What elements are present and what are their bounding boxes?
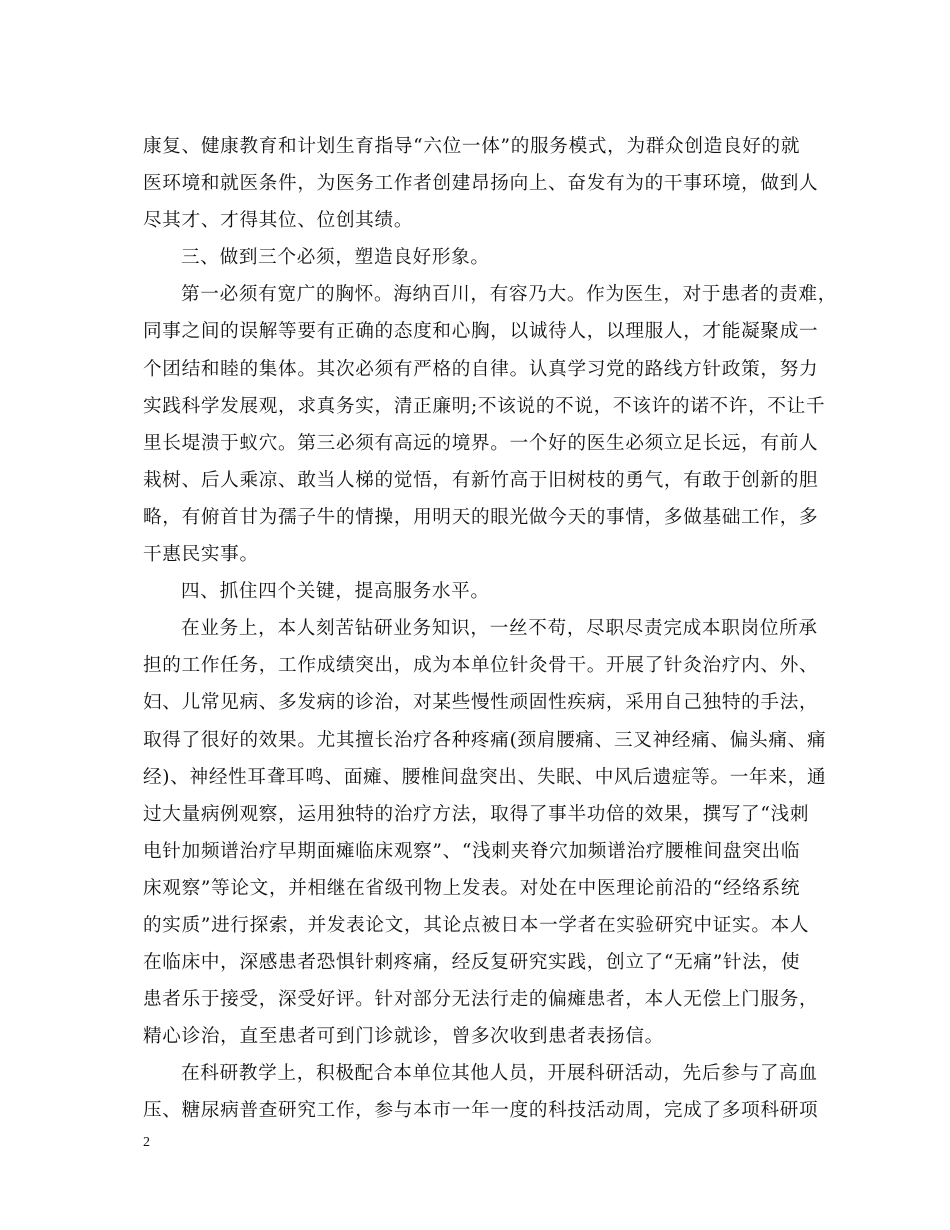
text-line: 床观察”等论文，并相继在省级刊物上发表。对处在中医理论前沿的“经络系统 (143, 877, 801, 899)
text-line: 在临床中，深感患者恐惧针刺疼痛，经反复研究实践，创立了“无痛”针法，使 (143, 952, 801, 974)
text-line: 同事之间的误解等要有正确的态度和心胸，以诚待人，以理服人，才能凝聚成一 (143, 321, 819, 343)
text-line: 患者乐于接受，深受好评。针对部分无法行走的偏瘫患者，本人无偿上门服务， (143, 989, 819, 1011)
text-line: 个团结和睦的集体。其次必须有严格的自律。认真学习党的路线方针政策，努力 (143, 358, 819, 380)
text-line: 精心诊治，直至患者可到门诊就诊，曾多次收到患者表扬信。 (143, 1026, 664, 1048)
page-number: 2 (143, 1135, 150, 1150)
text-line: 妇、儿常见病、多发病的诊治，对某些慢性顽固性疾病，采用自己独特的手法， (143, 692, 819, 714)
text-line: 压、糖尿病普查研究工作，参与本市一年一度的科技活动周，完成了多项科研项 (143, 1100, 819, 1122)
text-line: 尽其才、才得其位、位创其绩。 (143, 210, 414, 232)
text-line: 电针加频谱治疗早期面瘫临床观察”、“浅刺夹脊穴加频谱治疗腰椎间盘突出临 (143, 840, 801, 862)
section-heading: 三、做到三个必须，塑造良好形象。 (181, 247, 490, 269)
text-line: 经)、神经性耳聋耳鸣、面瘫、腰椎间盘突出、失眠、中风后遗症等。一年来，通 (143, 766, 827, 788)
text-line: 医环境和就医条件，为医务工作者创建昂扬向上、奋发有为的干事环境，做到人 (143, 173, 819, 195)
document-body (143, 128, 837, 1130)
text-line: 干惠民实事。 (143, 544, 259, 566)
text-line: 里长堤溃于蚁穴。第三必须有高远的境界。一个好的医生必须立足长远，有前人 (143, 432, 819, 454)
text-line: 的实质”进行探索，并发表论文，其论点被日本一学者在实验研究中证实。本人 (143, 914, 810, 936)
text-line: 在业务上，本人刻苦钻研业务知识，一丝不苟，尽职尽责完成本职岗位所承 (181, 618, 818, 640)
text-line: 栽树、后人乘凉、敢当人梯的觉悟，有新竹高于旧树枝的勇气，有敢于创新的胆 (143, 469, 819, 491)
text-line: 康复、健康教育和计划生育指导“六位一体”的服务模式，为群众创造良好的就 (143, 136, 801, 157)
text-line: 担的工作任务，工作成绩突出，成为本单位针灸骨干。开展了针灸治疗内、外、 (143, 655, 819, 677)
text-line: 过大量病例观察，运用独特的治疗方法，取得了事半功倍的效果，撰写了“浅刺 (143, 803, 810, 825)
text-line: 第一必须有宽广的胸怀。海纳百川，有容乃大。作为医生，对于患者的责难， (181, 284, 837, 306)
text-line: 实践科学发展观，求真务实，清正廉明;不该说的不说，不该许的诺不许，不让千 (143, 395, 826, 417)
text-line: 略，有俯首甘为孺子牛的情操，用明天的眼光做今天的事情，多做基础工作，多 (143, 506, 819, 528)
section-heading: 四、抓住四个关键，提高服务水平。 (181, 581, 490, 603)
text-line: 取得了很好的效果。尤其擅长治疗各种疼痛(颈肩腰痛、三叉神经痛、偏头痛、痛 (143, 729, 827, 751)
text-line: 在科研教学上，积极配合本单位其他人员，开展科研活动，先后参与了高血 (181, 1063, 818, 1085)
